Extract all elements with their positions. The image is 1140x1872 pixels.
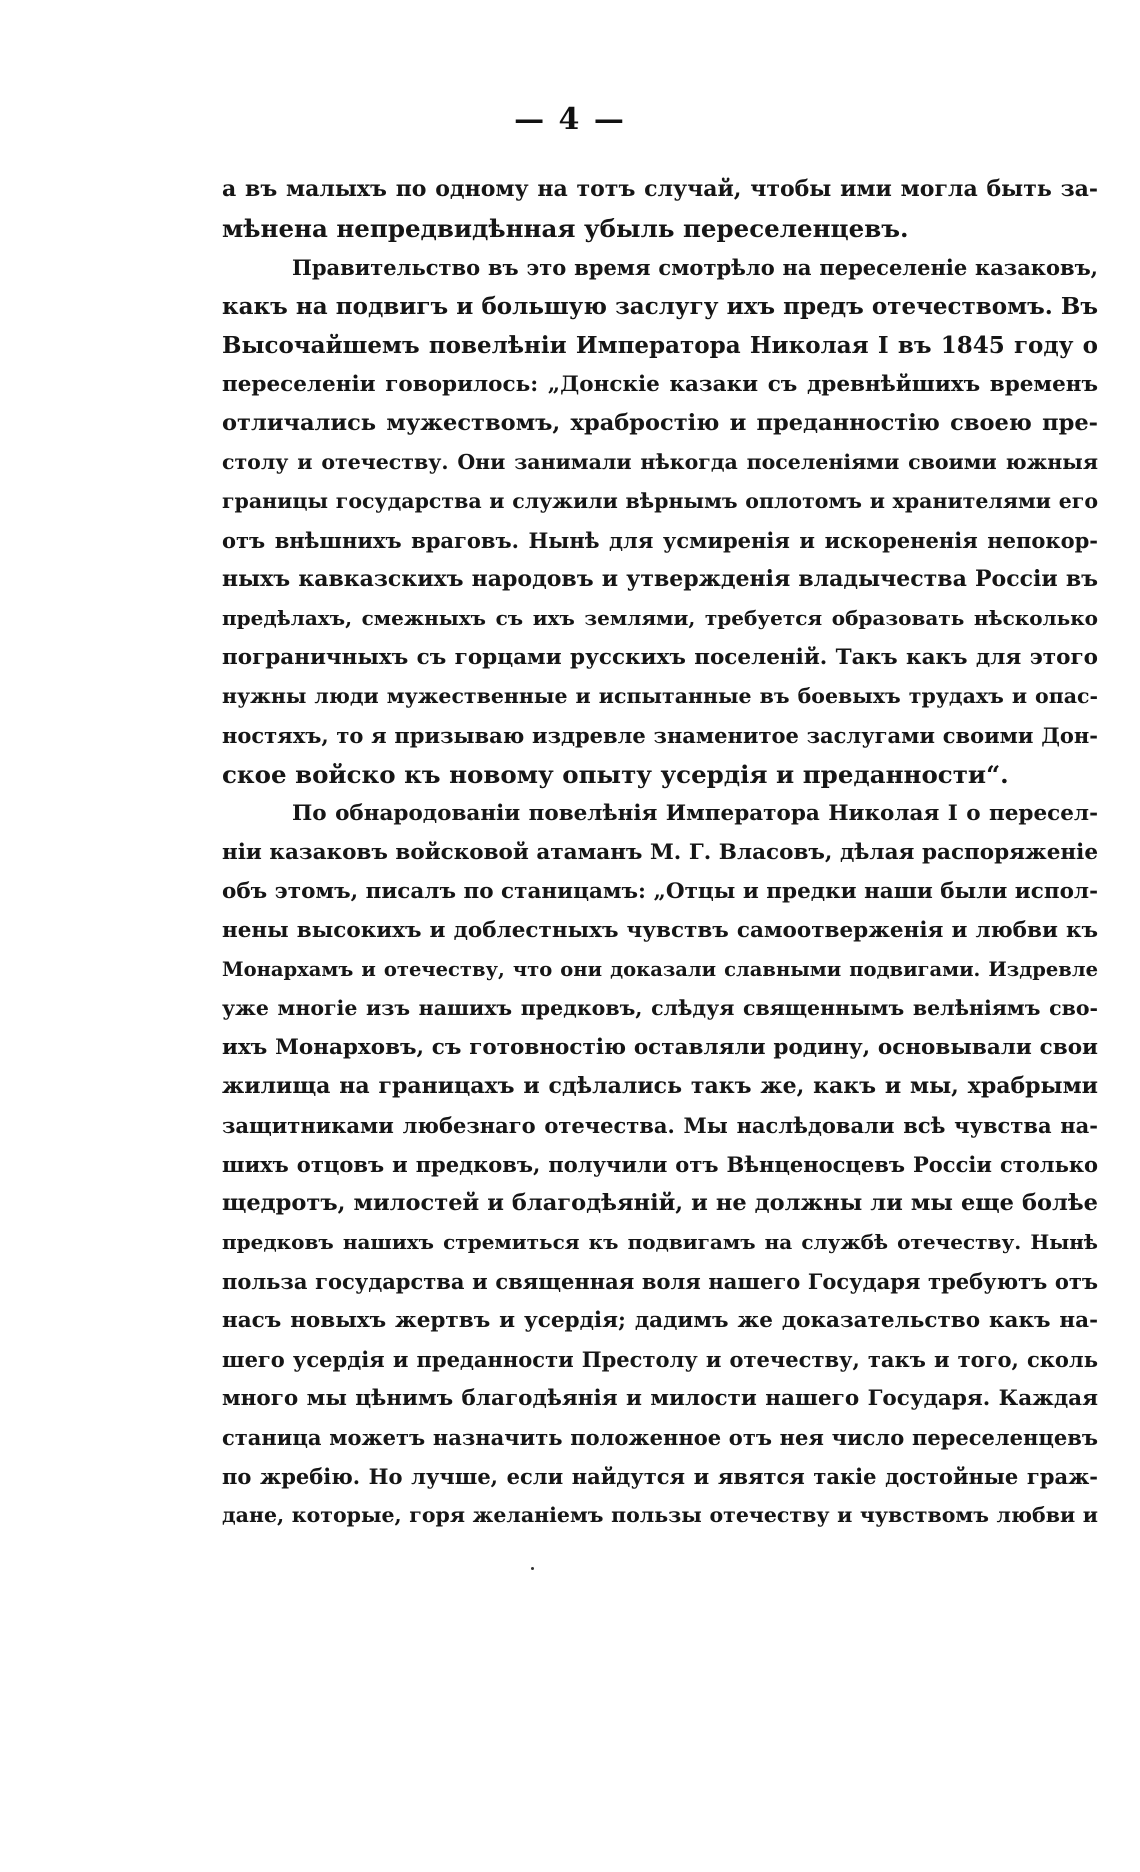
text-line: ныхъ кавказскихъ народовъ и утвержденія владычества Россіи въ [222,566,1098,592]
text-line: много мы цѣнимъ благодѣянія и милости нашего Государя. Каждая [222,1386,1098,1411]
text-line: насъ новыхъ жертвъ и усердія; дадимъ же доказательство какъ на- [222,1308,1098,1333]
text-line: Монархамъ и отечеству, что они доказали славными подвигами. Издревле [222,958,1098,981]
text-line: границы государства и служили вѣрнымъ оплотомъ и хранителями его [222,489,1098,513]
text-line: нены высокихъ и доблестныхъ чувствъ самоотверженія и любви къ [222,918,1098,943]
text-line: жилища на границахъ и сдѣлались такъ же, какъ и мы, храбрыми [222,1073,1098,1099]
paragraph-start-line: Правительство въ это время смотрѣло на переселеніе казаковъ, [292,255,1098,280]
text-line: ностяхъ, то я призываю издревле знаменитое заслугами своими Дон- [222,723,1098,748]
text-line: станица можетъ назначить положенное отъ нея число переселенцевъ [222,1425,1098,1450]
text-line: объ этомъ, писалъ по станицамъ: „Отцы и предки наши были испол- [222,879,1098,904]
text-line: мѣнена непредвидѣнная убыль переселенцевъ. [222,214,909,243]
text-line: предѣлахъ, смежныхъ съ ихъ землями, требуется образовать нѣсколько [222,606,1098,630]
text-line: а въ малыхъ по одному на тотъ случай, чтобы ими могла быть за- [222,176,1098,202]
text-line: шего усердія и преданности Престолу и отечеству, такъ и того, сколь [222,1347,1098,1372]
text-line: дане, которые, горя желаніемъ пользы отечеству и чувствомъ любви и [222,1503,1098,1527]
text-line: ніи казаковъ войсковой атаманъ М. Г. Власовъ, дѣлая распоряженіе [222,840,1098,865]
text-line: нужны люди мужественные и испытанные въ боевыхъ трудахъ и опас- [222,684,1098,708]
paragraph-start-line: По обнародованіи повелѣнія Императора Николая I о пересел- [292,801,1098,826]
text-line: какъ на подвигъ и большую заслугу ихъ предъ отечествомъ. Въ [222,293,1098,320]
text-line: щедротъ, милостей и благодѣяній, и не должны ли мы еще болѣе [222,1190,1098,1216]
text-line: Высочайшемъ повелѣніи Императора Николая I въ 1845 году о [222,332,1098,359]
page-number: — 4 — [514,102,626,137]
text-line: по жребію. Но лучше, если найдутся и явятся такіе достойные граж- [222,1464,1098,1489]
text-line: предковъ нашихъ стремиться къ подвигамъ на службѣ отечеству. Нынѣ [222,1230,1098,1254]
text-line: шихъ отцовъ и предковъ, получили отъ Вѣнценосцевъ Россіи столько [222,1152,1098,1177]
text-line: защитниками любезнаго отечества. Мы наслѣдовали всѣ чувства на- [222,1113,1098,1138]
text-line: польза государства и священная воля нашего Государя требуютъ отъ [222,1269,1098,1294]
print-speck [531,1567,534,1570]
text-line: ихъ Монарховъ, съ готовностію оставляли родину, основывали свои [222,1035,1098,1060]
body-text [222,170,1098,1535]
text-line: отъ внѣшнихъ враговъ. Нынѣ для усмиренія и искорененія непокор- [222,528,1098,553]
text-line: уже многіе изъ нашихъ предковъ, слѣдуя священнымъ велѣніямъ сво- [222,996,1098,1020]
text-line: переселеніи говорилось: „Донскіе казаки съ древнѣйшихъ временъ [222,372,1098,397]
text-line: пограничныхъ съ горцами русскихъ поселеній. Такъ какъ для этого [222,645,1098,670]
text-line: ское войско къ новому опыту усердія и преданности“. [222,760,1009,789]
text-line: столу и отечеству. Они занимали нѣкогда поселеніями своими южныя [222,450,1098,474]
text-line: отличались мужествомъ, храбростію и преданностію своею пре- [222,410,1098,436]
